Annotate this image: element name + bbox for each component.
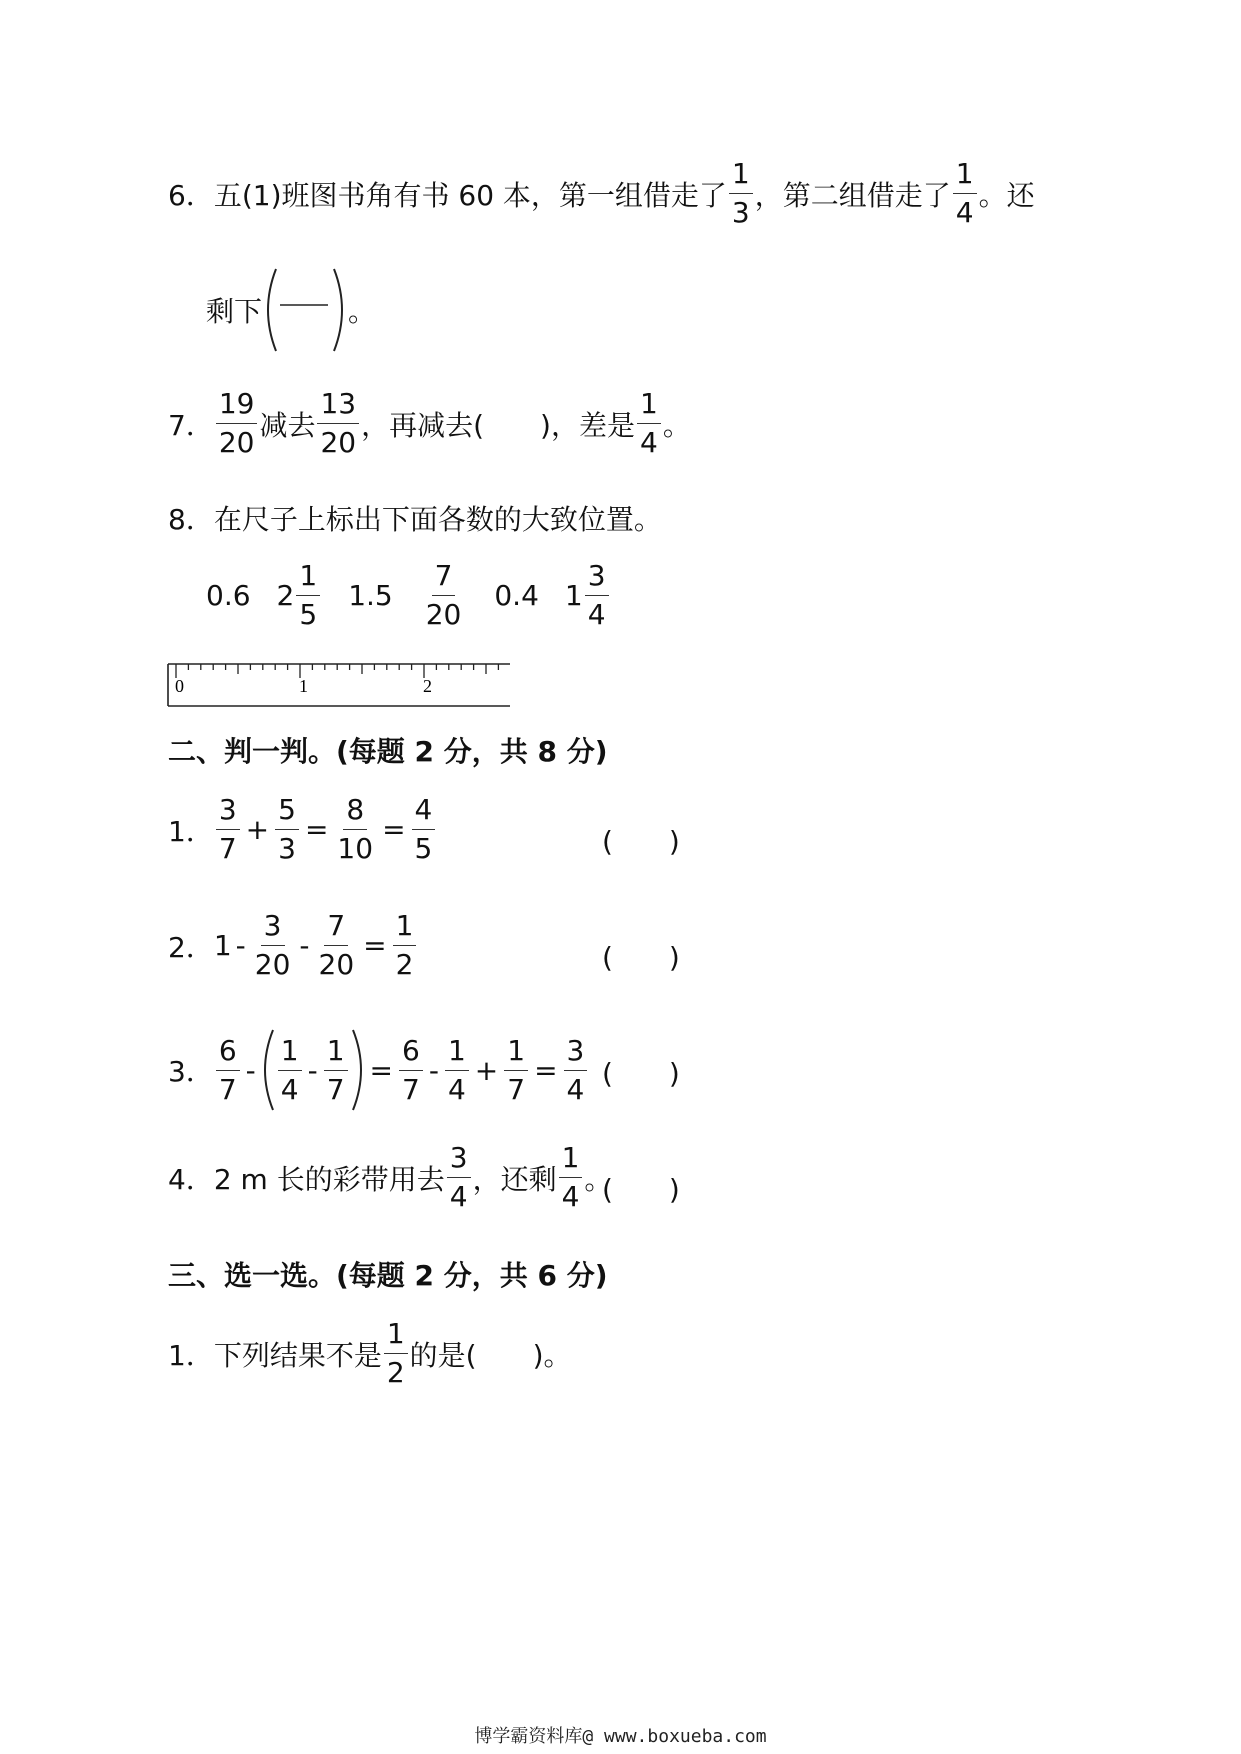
- fraction-denominator: 5: [414, 832, 433, 865]
- fraction-denominator: 7: [507, 1072, 526, 1106]
- q8-text: 在尺子上标出下面各数的大致位置。: [213, 503, 662, 536]
- right-paren-icon: [350, 1028, 366, 1112]
- left-paren-icon: [260, 1028, 276, 1112]
- s3-item-1-text-b: 的是( )。: [409, 1338, 572, 1372]
- ruler-label-0: 0: [175, 676, 184, 696]
- q6-line2-text: 剩下: [206, 295, 263, 328]
- ruler-ticks: [176, 664, 498, 678]
- fraction-denominator: 20: [254, 948, 291, 981]
- q7-fraction-c: [637, 387, 661, 459]
- minus-sign: -: [307, 1053, 318, 1087]
- q6-text-b: ，第二组借走了: [754, 178, 951, 212]
- s2-item-2-frac-2: [316, 909, 358, 981]
- fraction-numerator: 6: [399, 1037, 423, 1071]
- q6-fraction-1: [729, 157, 753, 229]
- minus-sign: -: [235, 929, 246, 962]
- fraction-denominator: 20: [318, 948, 355, 981]
- s3-item-1-text-a: 下列结果不是: [213, 1338, 382, 1372]
- s2-item-2-number: 2．: [168, 930, 214, 964]
- q8-value-6-whole: 1: [564, 579, 583, 612]
- q7-line: [168, 387, 691, 459]
- q8-value-5: 0.4: [494, 579, 539, 612]
- s2-item-3: [168, 1028, 589, 1112]
- q7-number: 7．: [168, 408, 214, 442]
- plus-sign: +: [474, 1053, 499, 1087]
- equals-sign: =: [382, 813, 406, 846]
- s2-item-2-frac-1: [252, 909, 294, 981]
- fraction-numerator: 6: [216, 1037, 240, 1071]
- q8-values: [206, 559, 611, 631]
- fraction-denominator: 4: [449, 1180, 468, 1213]
- fraction-numerator: 3: [447, 1144, 471, 1178]
- s2-item-2-answer[interactable]: ( ): [602, 941, 680, 974]
- s2-item-1-frac-2: [275, 793, 299, 865]
- q7-fraction-b-denominator: 20: [320, 426, 357, 459]
- fraction-denominator: 3: [278, 832, 296, 865]
- q7-fraction-c-numerator: 1: [637, 390, 661, 424]
- section3-title: 三、选一选。(每题 2 分，共 6 分): [168, 1259, 608, 1292]
- s2-item-4-text-c: 。: [584, 1162, 613, 1196]
- ruler-label-1: 1: [299, 676, 308, 696]
- fraction-denominator: 4: [280, 1072, 299, 1106]
- q7-fraction-a-denominator: 20: [218, 426, 255, 459]
- fraction-numerator: 1: [504, 1037, 528, 1071]
- q6-line2-end: 。: [348, 295, 377, 328]
- fraction-numerator: 1: [445, 1037, 469, 1071]
- s2-item-4-number: 4．: [168, 1162, 214, 1196]
- fraction-denominator: 10: [337, 832, 374, 865]
- q8-value-6-fraction: [585, 559, 609, 631]
- fraction-numerator: 1: [559, 1144, 583, 1178]
- q7-fraction-a-numerator: 19: [216, 390, 258, 424]
- s2-item-1-frac-3: [334, 793, 376, 865]
- q8-value-3: 1.5: [348, 579, 393, 612]
- fraction-numerator: 1: [384, 1320, 408, 1354]
- s2-item-1-number: 1．: [168, 814, 214, 848]
- fraction-denominator: 4: [561, 1180, 580, 1213]
- fraction-numerator: 1: [278, 1037, 302, 1071]
- q6-line2: [206, 268, 376, 352]
- s2-item-4-text-b: ，还剩: [472, 1162, 557, 1196]
- fraction-numerator: 1: [393, 912, 417, 946]
- q6-line1: [168, 157, 1035, 229]
- footer-watermark: 博学霸资料库@ www.boxueba.com: [474, 1726, 767, 1747]
- minus-sign: -: [299, 929, 310, 962]
- ruler[interactable]: [166, 660, 512, 710]
- fraction-denominator: 2: [395, 948, 414, 981]
- s2-item-4: [168, 1141, 613, 1213]
- q6-fraction-2-denominator: 4: [955, 196, 974, 229]
- q6-answer-blank[interactable]: [262, 267, 348, 353]
- fraction-denominator: 4: [566, 1072, 585, 1106]
- s2-item-2-lead: 1: [213, 929, 232, 962]
- minus-sign: -: [428, 1053, 439, 1087]
- fraction-denominator: 4: [447, 1072, 466, 1106]
- s2-item-1: [168, 793, 437, 865]
- q8-value-4-numerator: 7: [432, 562, 456, 596]
- fraction-numerator: 3: [216, 796, 240, 830]
- ruler-label-2: 2: [423, 676, 432, 696]
- q6-text-c: 。还: [978, 178, 1035, 212]
- q7-fraction-b-numerator: 13: [317, 390, 359, 424]
- q7-fraction-c-denominator: 4: [639, 426, 658, 459]
- q8-value-2-numerator: 1: [296, 562, 320, 596]
- s2-item-3-frac-1: [216, 1033, 240, 1106]
- q6-fraction-2: [953, 157, 977, 229]
- q8-value-4-denominator: 20: [425, 598, 462, 631]
- s3-item-1-fraction: [384, 1317, 408, 1389]
- q8-line: [168, 498, 662, 538]
- fraction-denominator: 2: [386, 1356, 405, 1389]
- s2-item-3-answer[interactable]: ( ): [602, 1057, 680, 1090]
- s2-item-3-frac-4: [399, 1033, 423, 1106]
- q6-text-a: 五(1)班图书角有书 60 本，第一组借走了: [213, 178, 727, 212]
- fraction-denominator: 7: [218, 1072, 237, 1106]
- q8-value-2-fraction: [296, 559, 320, 631]
- q7-fraction-a: [216, 387, 258, 459]
- q7-text-a: 减去: [259, 408, 316, 442]
- fraction-numerator: 3: [261, 912, 285, 946]
- fraction-denominator: 7: [326, 1072, 345, 1106]
- s2-item-4-frac-1: [447, 1141, 471, 1213]
- q7-fraction-b: [317, 387, 359, 459]
- s2-item-1-frac-1: [216, 793, 240, 865]
- q6-fraction-1-numerator: 1: [729, 160, 753, 194]
- minus-sign: -: [245, 1053, 256, 1087]
- equals-sign: =: [304, 813, 329, 846]
- equals-sign: =: [369, 1053, 393, 1087]
- s2-item-1-answer[interactable]: ( ): [602, 825, 680, 858]
- q8-value-2-whole: 2: [276, 579, 295, 612]
- s2-item-3-frac-5: [445, 1033, 469, 1106]
- q6-number: 6．: [168, 178, 214, 212]
- s2-item-3-number: 3．: [168, 1055, 214, 1088]
- equals-sign: =: [534, 1053, 558, 1087]
- q8-value-1: 0.6: [206, 579, 251, 612]
- plus-sign: +: [245, 813, 270, 846]
- fraction-denominator: 7: [218, 832, 237, 865]
- s2-item-3-frac-6: [504, 1033, 528, 1106]
- q7-text-c: 。: [662, 408, 691, 442]
- q8-number: 8．: [168, 503, 214, 536]
- s3-item-1: [168, 1317, 572, 1389]
- equals-sign: =: [363, 929, 387, 962]
- s2-item-4-answer[interactable]: ( ): [602, 1173, 680, 1206]
- q7-text-b: ，再减去( )，差是: [361, 408, 635, 442]
- s2-item-4-frac-2: [559, 1141, 583, 1213]
- q8-value-6-numerator: 3: [585, 562, 609, 596]
- fraction-numerator: 8: [343, 796, 367, 830]
- s2-item-4-text-a: 2 m 长的彩带用去: [213, 1162, 445, 1196]
- s2-item-1-frac-4: [412, 793, 436, 865]
- q6-fraction-2-numerator: 1: [953, 160, 977, 194]
- s2-item-3-frac-7: [564, 1033, 588, 1106]
- q8-value-4-fraction: [423, 559, 465, 631]
- s3-item-1-number: 1．: [168, 1338, 214, 1372]
- fraction-numerator: 1: [324, 1037, 348, 1071]
- s2-item-2-frac-3: [393, 909, 417, 981]
- q6-fraction-1-denominator: 3: [731, 196, 750, 229]
- fraction-numerator: 7: [324, 912, 348, 946]
- fraction-numerator: 5: [275, 796, 299, 830]
- fraction-numerator: 4: [412, 796, 436, 830]
- s2-item-3-frac-2: [278, 1033, 302, 1106]
- s2-item-3-frac-3: [324, 1033, 348, 1106]
- section2-title: 二、判一判。(每题 2 分，共 8 分): [168, 735, 608, 768]
- q8-value-6-denominator: 4: [587, 598, 606, 631]
- q8-value-2-denominator: 5: [299, 598, 318, 631]
- fraction-denominator: 7: [402, 1072, 420, 1106]
- s2-item-2: [168, 909, 418, 981]
- fraction-numerator: 3: [564, 1037, 588, 1071]
